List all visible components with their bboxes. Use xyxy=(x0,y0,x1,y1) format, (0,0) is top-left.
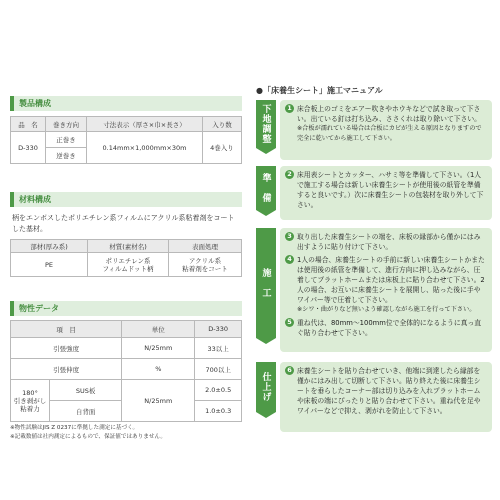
manual-note-text: ※シワ・曲がりなど無いよう確認しながら施工を行って下さい。 xyxy=(297,306,476,313)
step-number-badge: 3 xyxy=(285,232,294,241)
step-number-badge: 4 xyxy=(285,255,294,264)
manual-step-installation xyxy=(256,228,492,352)
manual-note xyxy=(285,124,487,144)
properties-header-value: D-330 xyxy=(195,321,242,338)
properties-item-tensile-strength: 引張強度 xyxy=(11,338,122,359)
properties-value-elongation: 700以上 xyxy=(195,359,242,380)
properties-header-item: 項 目 xyxy=(11,321,122,338)
manual-title: ●「床養生シート」施工マニュアル xyxy=(256,86,383,95)
material-header-part: 部材(厚み系) xyxy=(11,240,88,253)
manual-note-text: ※合板が濡れている場合は合板にカビが生える原因となりますので完全に乾いてから施工して下さい。 xyxy=(297,125,482,142)
step-box-surface-prep xyxy=(280,100,492,160)
properties-table xyxy=(10,320,242,422)
manual-item-text: 重ね代は、80mm〜100mm位で全体的になるように真っ直ぐ貼り合わせて下さい。 xyxy=(297,319,482,337)
step-box-installation xyxy=(280,228,492,352)
product-header-direction: 巻き方向 xyxy=(46,117,87,132)
properties-peel-unit: N/25mm xyxy=(122,380,195,422)
properties-value-tensile-strength: 33以上 xyxy=(195,338,242,359)
manual-step-preparation xyxy=(256,166,492,220)
manual-note xyxy=(285,305,487,315)
manual-item-text: 床用表シートとカッター、ハサミ等を準備して下さい。（1人で施工する場合は新しい床養生シートが使用後の紙管を準備すると良いです。）次に床養生シートの包装材を取り外して下さい。 xyxy=(297,171,484,209)
manual-item xyxy=(285,255,487,305)
product-direction-forward: 正巻き xyxy=(46,132,87,148)
product-code: D-330 xyxy=(11,132,46,164)
properties-note: ※物性試験はJIS Z 0237に準拠した測定に基づく。 xyxy=(10,425,139,431)
right-column xyxy=(256,84,492,432)
properties-peel-sus-value: 2.0±0.5 xyxy=(195,380,242,401)
step-tab-installation: 施 工 xyxy=(256,228,276,338)
product-count: 4巻入り xyxy=(203,132,242,164)
manual-item-text: 床養生シートを貼り合わせていき、他端に到達したら縁部を僅かにはみ出して切断して下さい。貼り終えた後に床養生シートを垂らしたコーナー部は切り込みを入れプラットホームや床板の端にぴったりと貼り合わせて下さい。重ね代を足やワイパーなどで抑え、剥がれを防止して下さい。 xyxy=(297,367,481,415)
material-heading: 材料構成 xyxy=(10,192,242,207)
material-surface: アクリル系 粘着剤をコート xyxy=(169,253,242,277)
manual-item xyxy=(285,366,487,416)
product-header-name: 品 名 xyxy=(11,117,46,132)
step-number-badge: 6 xyxy=(285,366,294,375)
step-box-preparation xyxy=(280,166,492,220)
manual-item xyxy=(285,232,487,252)
step-tab-surface-prep: 下地調整 xyxy=(256,100,276,148)
product-direction-reverse: 逆巻き xyxy=(46,148,87,164)
manual-item xyxy=(285,318,487,338)
product-size: 0.14mm×1,000mm×30m xyxy=(87,132,203,164)
material-header-material: 材質(素材名) xyxy=(88,240,169,253)
product-table xyxy=(10,116,242,164)
properties-unit-tensile-strength: N/25mm xyxy=(122,338,195,359)
properties-peel-sus-name: SUS板 xyxy=(50,380,122,401)
material-table xyxy=(10,239,242,277)
manual-item xyxy=(285,104,487,124)
properties-peel-back-name: 自背面 xyxy=(50,401,122,422)
manual-item xyxy=(285,170,487,210)
manual-item-text: 取り出した床養生シートの端を、床板の縁部から僅かにはみ出すように貼り付けて下さい。 xyxy=(297,233,481,251)
manual-item-text: 1人の場合、床養生シートの手前に新しい床養生シートかまたは使用後の紙管を準備して、進行方向に押し込みながら、圧着してプラットホームまたは床板上に貼り合わせて下さい。2人の場合、お互いに床養生シートを展開し、貼った後に手やワイパー等で圧着して下さい。 xyxy=(297,256,485,304)
material-description: 柄をエンボスしたポリエチレン系フィルムにアクリル系粘着剤をコートした基材。 xyxy=(12,214,235,233)
manual-step-finishing xyxy=(256,362,492,432)
properties-header-unit: 単位 xyxy=(122,321,195,338)
material-part: PE xyxy=(11,253,88,277)
product-header-count: 入り数 xyxy=(203,117,242,132)
left-column xyxy=(10,96,242,442)
properties-peel-label: 180° 引き剥がし 粘着力 xyxy=(11,380,50,422)
step-number-badge: 1 xyxy=(285,104,294,113)
product-header-size: 寸法表示（厚さ×巾×長さ） xyxy=(87,117,203,132)
step-number-badge: 2 xyxy=(285,170,294,179)
step-number-badge: 5 xyxy=(285,318,294,327)
properties-heading: 物性データ xyxy=(10,301,242,316)
material-material: ポリエチレン系 フィルムドット柄 xyxy=(88,253,169,277)
properties-notes xyxy=(10,424,242,442)
step-tab-preparation: 準 備 xyxy=(256,166,276,210)
material-header-surface: 表面処理 xyxy=(169,240,242,253)
manual-item-text: 床合板上のゴミをエアー吹きやホウキなどで試き取って下さい。出ている釘は打ち込み、ささくれは取り除いて下さい。 xyxy=(297,105,481,123)
step-box-finishing xyxy=(280,362,492,432)
manual-step-surface-prep xyxy=(256,100,492,160)
properties-note: ※記載数値は社内測定によるもので、保証値ではありません。 xyxy=(10,434,166,440)
step-tab-finishing: 仕上げ xyxy=(256,362,276,412)
properties-unit-elongation: % xyxy=(122,359,195,380)
product-heading: 製品構成 xyxy=(10,96,242,111)
properties-item-elongation: 引張伸度 xyxy=(11,359,122,380)
properties-peel-back-value: 1.0±0.3 xyxy=(195,401,242,422)
